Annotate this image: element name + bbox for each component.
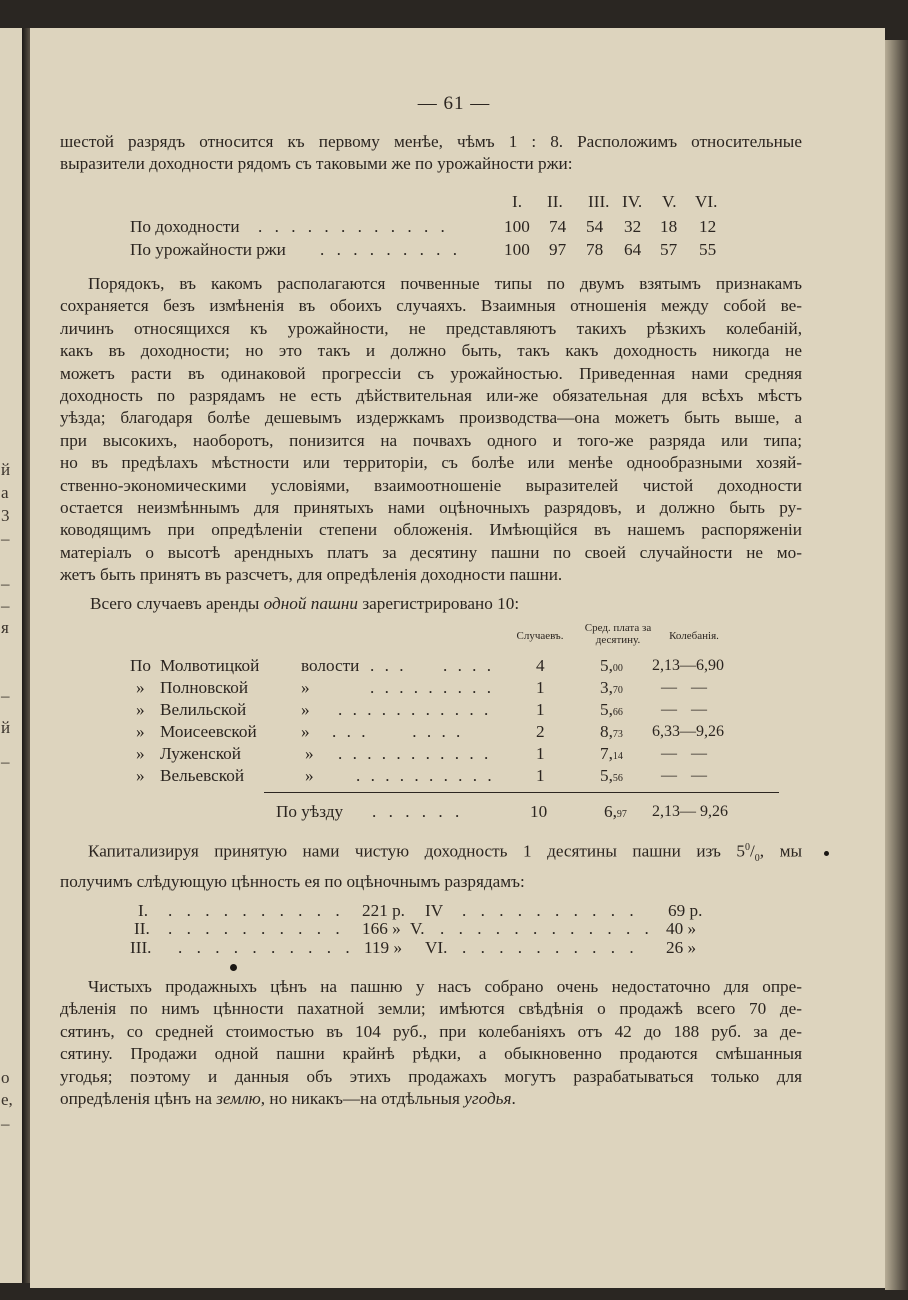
- margin-char: й: [1, 718, 11, 737]
- avg-dec: 00: [612, 663, 623, 674]
- margin-char: о: [1, 1068, 10, 1087]
- margin-char: а: [1, 483, 9, 502]
- percent-slash: /: [750, 841, 755, 861]
- text-line: получимъ слѣдующую цѣнность ея по оцѣночнымъ разрядамъ:: [60, 871, 525, 891]
- rent-range: — —: [661, 701, 707, 718]
- total-label: По уѣзду: [276, 802, 344, 821]
- rent-row-prefix: По: [130, 656, 152, 675]
- rent-row-suffix: »: [301, 722, 310, 741]
- margin-char: –: [1, 596, 10, 615]
- rent-intro: [90, 594, 519, 614]
- text-line: доходность по разрядамъ не есть дѣйствительная или-же обязательная для всѣхъ мѣстъ: [60, 386, 802, 406]
- col-header-range: Колебанія.: [669, 630, 719, 642]
- leader-dots: . . . . . . . . . .: [168, 919, 345, 938]
- value-cat: V.: [410, 919, 425, 938]
- value-cat: I.: [138, 901, 149, 920]
- margin-char: й: [1, 460, 11, 479]
- value-amount: 221 р.: [362, 901, 405, 920]
- text-line: Порядокъ, въ какомъ располагаются почвенные типы по двумъ взятымъ признакамъ: [88, 274, 802, 293]
- rent-row-suffix: »: [305, 766, 314, 785]
- rent-row-name: Вельевской: [160, 766, 245, 785]
- rent-row-prefix: »: [136, 722, 145, 741]
- text-run: , но никакъ—на отдѣльныя: [260, 1089, 465, 1109]
- leader-dots: . . . . . . . . . . . .: [440, 919, 654, 938]
- paragraph-intro: [60, 131, 802, 176]
- text-line: Чистыхъ продажныхъ цѣнъ на пашню у насъ собрано очень недостаточно для опре-: [88, 977, 802, 996]
- rent-avg: [600, 744, 623, 764]
- rent-avg: [600, 656, 623, 676]
- ratio-header-6: VI.: [695, 192, 718, 211]
- text-line: остается неизмѣннымъ для принятыхъ нами оцѣночныхъ разрядовъ, и должно быть ру-: [60, 498, 802, 518]
- leader-dots: . . . . . . . . . . .: [338, 744, 492, 763]
- rent-row-prefix: »: [136, 766, 145, 785]
- margin-char: –: [1, 529, 10, 548]
- text-run: .: [511, 1089, 516, 1109]
- value-amount: 166 »: [362, 919, 401, 938]
- rent-range: — —: [661, 745, 707, 762]
- rent-cases: 2: [536, 722, 545, 741]
- rent-cases: 1: [536, 766, 545, 785]
- avg-int: 8,: [600, 722, 613, 741]
- avg-dec: 56: [612, 773, 623, 784]
- rent-row-suffix: »: [301, 700, 310, 719]
- ink-blot: [230, 964, 237, 971]
- rent-range: 2,13—6,90: [652, 657, 724, 674]
- margin-char: –: [1, 686, 10, 705]
- value-cat: VI.: [425, 938, 448, 957]
- text-line: [60, 837, 802, 871]
- rent-cases: 1: [536, 700, 545, 719]
- ratio-header-2: II.: [547, 192, 563, 211]
- avg-dec: 97: [616, 809, 627, 820]
- leader-dots: . . . . . . . . . .: [168, 901, 345, 920]
- rent-row-name: Полновской: [160, 678, 249, 697]
- rent-range: — —: [661, 679, 707, 696]
- avg-int: 7,: [600, 744, 613, 763]
- percent-sub: 0: [754, 853, 760, 865]
- text-line: уѣзда; благодаря болѣе дешевымъ издержкамъ производства—она можетъ быть выше, а: [60, 408, 802, 428]
- avg-dec: 73: [612, 729, 623, 740]
- margin-char: –: [1, 1114, 10, 1133]
- margin-char: –: [1, 752, 10, 771]
- ratio-row-label: По доходности: [130, 217, 240, 236]
- margin-char: –: [1, 574, 10, 593]
- ratio-row-label: По урожайности ржи: [130, 240, 286, 259]
- ratio-header-4: IV.: [622, 192, 643, 211]
- rent-row-name: Велильской: [160, 700, 247, 719]
- text-run: , мы: [759, 841, 802, 861]
- ratio-value: 18: [660, 217, 678, 236]
- leader-dots: . . . . . . . . . . .: [338, 700, 492, 719]
- rent-cases: 4: [536, 656, 545, 675]
- rent-row-name: Луженской: [160, 744, 241, 763]
- ratio-header-5: V.: [662, 192, 677, 211]
- rent-cases: 1: [536, 744, 545, 763]
- rent-cases: 1: [536, 678, 545, 697]
- paragraph-capitalization: [60, 837, 802, 893]
- margin-char: 3: [1, 506, 10, 525]
- text-line: при высокихъ, наоборотъ, понизится на почвахъ одного и того-же разряда или типа;: [60, 430, 802, 450]
- total-cases: 10: [530, 802, 548, 821]
- avg-int: 3,: [600, 678, 613, 697]
- text-line: [60, 1088, 802, 1110]
- rent-row-prefix: »: [136, 700, 145, 719]
- rent-row-name: Молвотицкой: [160, 656, 260, 675]
- text-line: жетъ быть принятъ въ разсчетъ, для опредѣленія доходности пашни.: [60, 565, 563, 585]
- col-header-avg: Сред. плата за десятину.: [584, 622, 652, 646]
- italic-text: одной пашни: [263, 594, 359, 613]
- rent-range: — —: [661, 767, 707, 784]
- total-range: 2,13— 9,26: [652, 803, 728, 820]
- text-line: какъ въ доходности; но это такъ и должно быть, такъ какъ доходность никогда не: [60, 341, 802, 361]
- text-line: но въ предѣлахъ мѣстности или территоріи, съ болѣе или менѣе однообразными хозяй-: [60, 453, 802, 473]
- page-edge: [885, 40, 908, 1290]
- value-amount: 26 »: [666, 938, 697, 957]
- value-cat: IV: [425, 901, 444, 920]
- avg-dec: 14: [612, 751, 623, 762]
- italic-text: землю: [216, 1089, 261, 1109]
- text-run: Капитализируя принятую нами чистую доходность 1 десятины пашни изъ 5: [88, 841, 745, 861]
- leader-dots: . . . . . . . . .: [320, 240, 462, 259]
- total-avg: [604, 802, 627, 822]
- ratio-value: 100: [504, 240, 530, 259]
- ratio-value: 54: [586, 217, 604, 236]
- rent-row-suffix: »: [301, 678, 310, 697]
- text-line: матеріалъ о высотѣ арендныхъ платъ за десятину пашни по своей случайности не мо-: [60, 542, 802, 562]
- avg-int: 5,: [600, 766, 613, 785]
- rent-row-prefix: »: [136, 744, 145, 763]
- value-amount: 119 »: [364, 938, 403, 957]
- ratio-value: 64: [624, 240, 642, 259]
- rent-row-prefix: »: [136, 678, 145, 697]
- paragraph-sales: [60, 976, 802, 1110]
- leader-dots: . . . . . . . . . .: [178, 938, 355, 957]
- rent-avg: [600, 766, 623, 786]
- value-cat: II.: [134, 919, 150, 938]
- text-line: угодья; поэтому и данныя объ этихъ продажахъ могутъ разрабатываться только для: [60, 1066, 802, 1086]
- ratio-value: 78: [586, 240, 604, 259]
- facing-page-edge: [0, 28, 22, 1283]
- leader-dots: . . . . . . . . . .: [462, 938, 639, 957]
- ratio-value: 12: [699, 217, 717, 236]
- leader-dots: . . . . . . .: [332, 722, 464, 741]
- ratio-header-1: I.: [512, 192, 523, 211]
- book-gutter: [22, 28, 30, 1283]
- avg-int: 5,: [600, 656, 613, 675]
- rent-row-suffix: волости: [301, 656, 360, 675]
- margin-char: е,: [1, 1090, 13, 1109]
- text-line: сятину. Продажи одной пашни крайнѣ рѣдки, а обыкновенно продаются смѣшанныя: [60, 1044, 802, 1064]
- leader-dots: . . . . . . . . . .: [462, 901, 639, 920]
- rent-avg: [600, 678, 623, 698]
- leader-dots: . . . . . .: [372, 802, 464, 821]
- leader-dots: . . . . . . . . . . . .: [258, 217, 449, 236]
- text-line: можетъ расти въ одинаковой прогрессіи съ урожайностью. Приведенная нами средняя: [60, 363, 802, 383]
- italic-text: угодья: [464, 1089, 512, 1109]
- text-line: сохраняется безъ измѣненія въ обоихъ случаяхъ. Взаимныя отношенія между собой ве-: [60, 296, 802, 316]
- text-line: выразители доходности рядомъ съ таковыми же по урожайности ржи:: [60, 154, 573, 174]
- rent-row-suffix: »: [305, 744, 314, 763]
- avg-dec: 66: [612, 707, 623, 718]
- col-header-cases: Случаевъ.: [516, 630, 564, 642]
- ratio-value: 100: [504, 217, 530, 236]
- avg-int: 5,: [600, 700, 613, 719]
- rent-avg: [600, 722, 623, 742]
- text-line: ственно-экономическими условіями, взаимоотношеніе выразителей чистой доходности: [60, 475, 802, 495]
- value-amount: 69 р.: [668, 901, 703, 920]
- percent-sup: 0: [745, 842, 750, 853]
- avg-int: 6,: [604, 802, 617, 821]
- total-rule: [264, 792, 779, 793]
- margin-char: я: [1, 618, 9, 637]
- page-number: — 61 —: [417, 93, 491, 114]
- text-run: опредѣленія цѣнъ на: [60, 1089, 217, 1109]
- ratio-header-3: III.: [588, 192, 610, 211]
- rent-avg: [600, 700, 623, 720]
- text-run: Всего случаевъ аренды: [90, 594, 264, 613]
- text-line: ководящимъ при опредѣленіи степени обложенія. Имѣющійся въ нашемъ распоряженіи: [60, 520, 802, 540]
- paragraph-main: [60, 273, 802, 587]
- value-cat: III.: [130, 938, 152, 957]
- text-line: шестой разрядъ относится къ первому менѣе, чѣмъ 1 : 8. Расположимъ относительные: [60, 132, 802, 151]
- ratio-value: 57: [660, 240, 678, 259]
- rent-row-name: Моисеевской: [160, 722, 257, 741]
- text-line: сятинъ, со средней стоимостью въ 104 руб., при колебаніяхъ отъ 42 до 188 руб. за де-: [60, 1021, 802, 1041]
- text-run: зарегистрировано 10:: [358, 594, 520, 613]
- ratio-value: 97: [549, 240, 567, 259]
- ratio-value: 74: [549, 217, 567, 236]
- ink-blot: [824, 851, 829, 856]
- leader-dots: . . . . . . .: [370, 656, 495, 675]
- avg-dec: 70: [612, 685, 623, 696]
- value-amount: 40 »: [666, 919, 697, 938]
- ratio-value: 32: [624, 217, 642, 236]
- leader-dots: . . . . . . . . . .: [356, 766, 495, 785]
- leader-dots: . . . . . . . . .: [370, 678, 495, 697]
- rent-range: 6,33—9,26: [652, 723, 724, 740]
- ratio-value: 55: [699, 240, 717, 259]
- text-line: личинъ относящихся къ урожайности, не представляютъ такихъ рѣзкихъ колебаній,: [60, 318, 802, 338]
- text-line: дѣленія по нимъ цѣнности пахатной земли; имѣются свѣдѣнія о продажѣ всего 70 де-: [60, 999, 802, 1019]
